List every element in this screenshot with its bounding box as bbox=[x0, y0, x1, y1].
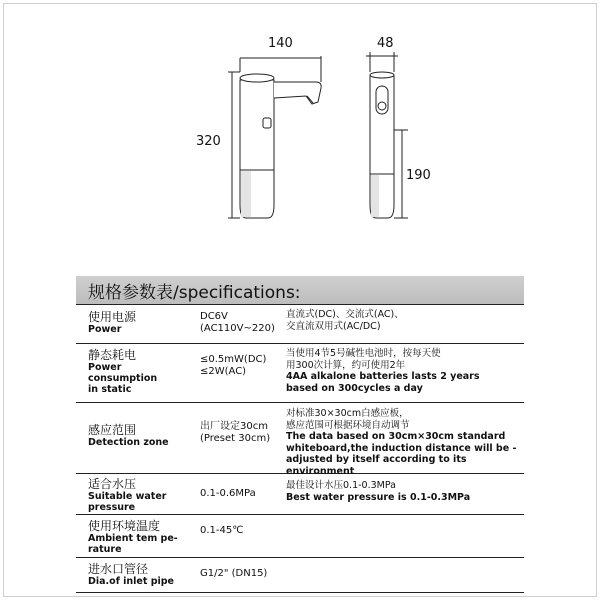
table-title: 规格参数表/specifications: bbox=[76, 276, 524, 304]
value-line: (AC110V~220) bbox=[200, 323, 275, 334]
label-cell bbox=[88, 310, 188, 335]
label-en: pressure bbox=[88, 502, 136, 513]
label-en: Ambient tem pe- bbox=[88, 533, 178, 544]
label-zh: 进水口管径 bbox=[88, 562, 149, 576]
value-line: (Preset 30cm) bbox=[200, 433, 271, 444]
label-en: Dia.of inlet pipe bbox=[88, 576, 174, 587]
side-body-top bbox=[370, 72, 394, 78]
note-line: adjusted by itself according to its environment bbox=[286, 454, 467, 477]
label-zh: 使用环境温度 bbox=[88, 519, 161, 533]
note-cell bbox=[286, 348, 524, 394]
note-line: whiteboard,the induction distance will be - bbox=[286, 442, 517, 454]
label-cell bbox=[88, 348, 188, 395]
label-cell bbox=[88, 477, 188, 513]
value-line: ≤2W(AC) bbox=[200, 366, 247, 377]
faucet-technical-drawing bbox=[0, 0, 600, 262]
label-zh: 静态耗电 bbox=[88, 348, 137, 362]
note-cell bbox=[286, 309, 524, 332]
label-zh: 适合水压 bbox=[88, 477, 137, 491]
value-line: ≤0.5mW(DC) bbox=[200, 354, 267, 365]
dim-label-width: 140 bbox=[268, 36, 293, 51]
front-shading bbox=[241, 171, 251, 217]
label-en: Detection zone bbox=[88, 437, 169, 448]
table-row bbox=[76, 403, 524, 477]
value-cell bbox=[200, 421, 290, 445]
spout-outline bbox=[274, 82, 321, 104]
label-en: Power consumption bbox=[88, 362, 158, 384]
table-row bbox=[76, 558, 524, 593]
label-en: in static bbox=[88, 384, 132, 395]
dim-label-lower: 190 bbox=[406, 168, 431, 183]
note-line: 对标准30×30cm白感应板， bbox=[286, 408, 409, 419]
note-line: 当使用4节5号碱性电池时，按每天使 bbox=[286, 348, 441, 359]
dim-label-depth: 48 bbox=[377, 36, 394, 51]
label-en: Suitable water bbox=[88, 491, 167, 502]
dim-label-height: 320 bbox=[196, 134, 221, 149]
label-zh: 使用电源 bbox=[88, 310, 137, 324]
label-cell bbox=[88, 519, 188, 555]
value-line: 出厂设定30cm bbox=[200, 421, 268, 432]
label-cell bbox=[88, 562, 188, 587]
side-shading bbox=[371, 175, 379, 217]
note-line: 直流式(DC)、交流式(AC)、 bbox=[286, 309, 404, 320]
note-line: 用300次计算，约可使用2年 bbox=[286, 359, 406, 371]
value-cell bbox=[200, 354, 290, 378]
value-cell: G1/2" (DN15) bbox=[200, 568, 268, 579]
value-cell: 0.1-0.6MPa bbox=[200, 488, 256, 499]
label-cell bbox=[88, 423, 188, 448]
value-line: DC6V bbox=[200, 311, 228, 322]
specifications-table bbox=[76, 276, 524, 593]
note-line: based on 300cycles a day bbox=[286, 382, 423, 394]
note-line: 感应范围可根据环境自动调节 bbox=[286, 419, 410, 431]
note-line: Best water pressure is 0.1-0.3MPa bbox=[286, 491, 471, 503]
table-row bbox=[76, 474, 524, 515]
table-row bbox=[76, 304, 524, 344]
front-body-top bbox=[240, 74, 274, 82]
faucet-drawing-svg bbox=[0, 0, 600, 262]
label-en: rature bbox=[88, 544, 122, 555]
value-cell bbox=[200, 311, 290, 335]
note-line: The data based on 30cm×30cm standard bbox=[286, 431, 506, 442]
table-row bbox=[76, 515, 524, 558]
note-line: 最佳设计水压0.1-0.3MPa bbox=[286, 480, 396, 491]
note-line: 交直流双用式(AC/DC) bbox=[286, 320, 381, 332]
note-cell bbox=[286, 408, 524, 477]
note-line: 4AA alkalone batteries lasts 2 years bbox=[286, 371, 480, 382]
value-cell: 0.1-45℃ bbox=[200, 525, 244, 536]
label-en: Power bbox=[88, 324, 122, 335]
note-cell bbox=[286, 480, 524, 503]
label-zh: 感应范围 bbox=[88, 423, 137, 437]
table-row bbox=[76, 344, 524, 403]
